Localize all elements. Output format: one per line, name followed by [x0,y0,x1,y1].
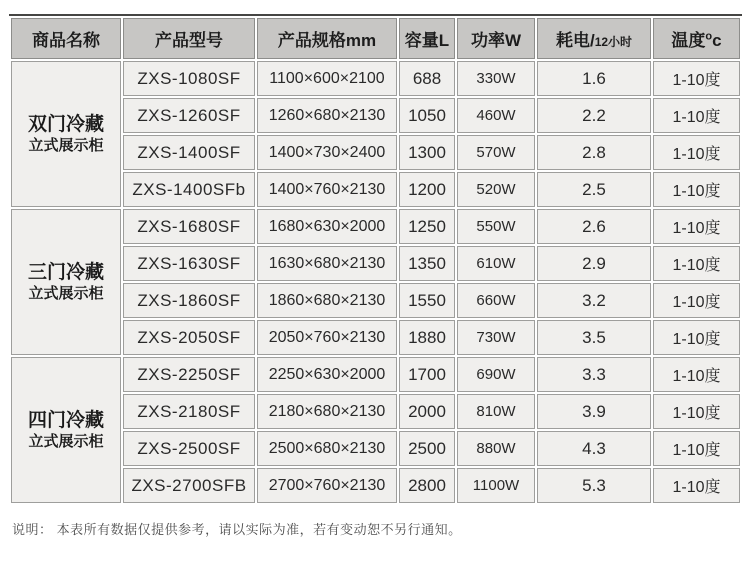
power-cell: 460W [457,98,535,133]
temperature-cell: 1-10度 [653,61,740,96]
temperature-cell: 1-10度 [653,468,740,503]
model-cell: ZXS-1260SF [123,98,255,133]
spec-cell: 2700×760×2130 [257,468,397,503]
header-consumption [537,18,651,59]
power-cell: 880W [457,431,535,466]
model-cell: ZXS-2050SF [123,320,255,355]
power-cell: 660W [457,283,535,318]
consumption-cell: 3.9 [537,394,651,429]
category-subname: 立式展示柜 [28,432,104,450]
capacity-cell: 2000 [399,394,455,429]
spec-cell: 2050×760×2130 [257,320,397,355]
power-cell: 550W [457,209,535,244]
header-capacity: 容量L [399,18,455,59]
category-subname: 立式展示柜 [28,136,104,154]
temperature-cell: 1-10度 [653,98,740,133]
temperature-cell: 1-10度 [653,431,740,466]
power-cell: 810W [457,394,535,429]
power-cell: 520W [457,172,535,207]
model-cell: ZXS-1630SF [123,246,255,281]
capacity-cell: 1050 [399,98,455,133]
category-name: 双门冷藏 [27,113,104,135]
header-consumption-main: 耗电/ [555,31,595,50]
capacity-cell: 2500 [399,431,455,466]
consumption-cell: 3.5 [537,320,651,355]
capacity-cell: 2800 [399,468,455,503]
power-cell: 330W [457,61,535,96]
consumption-cell: 2.6 [537,209,651,244]
power-cell: 690W [457,357,535,392]
temperature-cell: 1-10度 [653,209,740,244]
capacity-cell: 1300 [399,135,455,170]
capacity-cell: 1200 [399,172,455,207]
category-cell-two-door [11,61,121,207]
header-row [11,18,740,59]
capacity-cell: 1550 [399,283,455,318]
header-temperature-degree: o [705,30,713,43]
power-cell: 610W [457,246,535,281]
header-temperature-unit: c [712,31,722,50]
category-name: 四门冷藏 [27,409,104,431]
table-row [11,61,740,96]
header-temperature [653,18,740,59]
header-spec: 产品规格mm [257,18,397,59]
model-cell: ZXS-1400SFb [123,172,255,207]
consumption-cell: 2.5 [537,172,651,207]
model-cell: ZXS-1080SF [123,61,255,96]
temperature-cell: 1-10度 [653,135,740,170]
spec-cell: 1400×730×2400 [257,135,397,170]
spec-cell: 2500×680×2130 [257,431,397,466]
category-name: 三门冷藏 [27,261,104,283]
consumption-cell: 2.8 [537,135,651,170]
consumption-cell: 4.3 [537,431,651,466]
consumption-cell: 2.9 [537,246,651,281]
footnote: 说明： 本表所有数据仅提供参考，请以实际为准，若有变动恕不另行通知。 [12,522,462,537]
spec-cell: 1100×600×2100 [257,61,397,96]
capacity-cell: 1700 [399,357,455,392]
consumption-cell: 5.3 [537,468,651,503]
spec-cell: 1630×680×2130 [257,246,397,281]
temperature-cell: 1-10度 [653,246,740,281]
table-row [11,209,740,244]
capacity-cell: 1880 [399,320,455,355]
temperature-cell: 1-10度 [653,283,740,318]
spec-cell: 1400×760×2130 [257,172,397,207]
model-cell: ZXS-2180SF [123,394,255,429]
model-cell: ZXS-2700SFB [123,468,255,503]
consumption-cell: 1.6 [537,61,651,96]
spec-cell: 2250×630×2000 [257,357,397,392]
power-cell: 730W [457,320,535,355]
consumption-cell: 3.3 [537,357,651,392]
header-consumption-sub: 12小时 [594,35,633,49]
spec-cell: 1680×630×2000 [257,209,397,244]
capacity-cell: 688 [399,61,455,96]
model-cell: ZXS-1860SF [123,283,255,318]
model-cell: ZXS-2500SF [123,431,255,466]
capacity-cell: 1350 [399,246,455,281]
model-cell: ZXS-1680SF [123,209,255,244]
header-power: 功率W [457,18,535,59]
temperature-cell: 1-10度 [653,172,740,207]
temperature-cell: 1-10度 [653,357,740,392]
power-cell: 1100W [457,468,535,503]
header-model: 产品型号 [123,18,255,59]
category-cell-three-door [11,209,121,355]
category-subname: 立式展示柜 [28,284,104,302]
table-row [11,357,740,392]
capacity-cell: 1250 [399,209,455,244]
spec-cell: 2180×680×2130 [257,394,397,429]
consumption-cell: 3.2 [537,283,651,318]
model-cell: ZXS-2250SF [123,357,255,392]
temperature-cell: 1-10度 [653,320,740,355]
consumption-cell: 2.2 [537,98,651,133]
header-temperature-main: 温度 [671,31,706,50]
temperature-cell: 1-10度 [653,394,740,429]
category-cell-four-door [11,357,121,503]
spec-cell: 1860×680×2130 [257,283,397,318]
spec-table [9,14,742,505]
header-product-name: 商品名称 [11,18,121,59]
model-cell: ZXS-1400SF [123,135,255,170]
power-cell: 570W [457,135,535,170]
spec-cell: 1260×680×2130 [257,98,397,133]
